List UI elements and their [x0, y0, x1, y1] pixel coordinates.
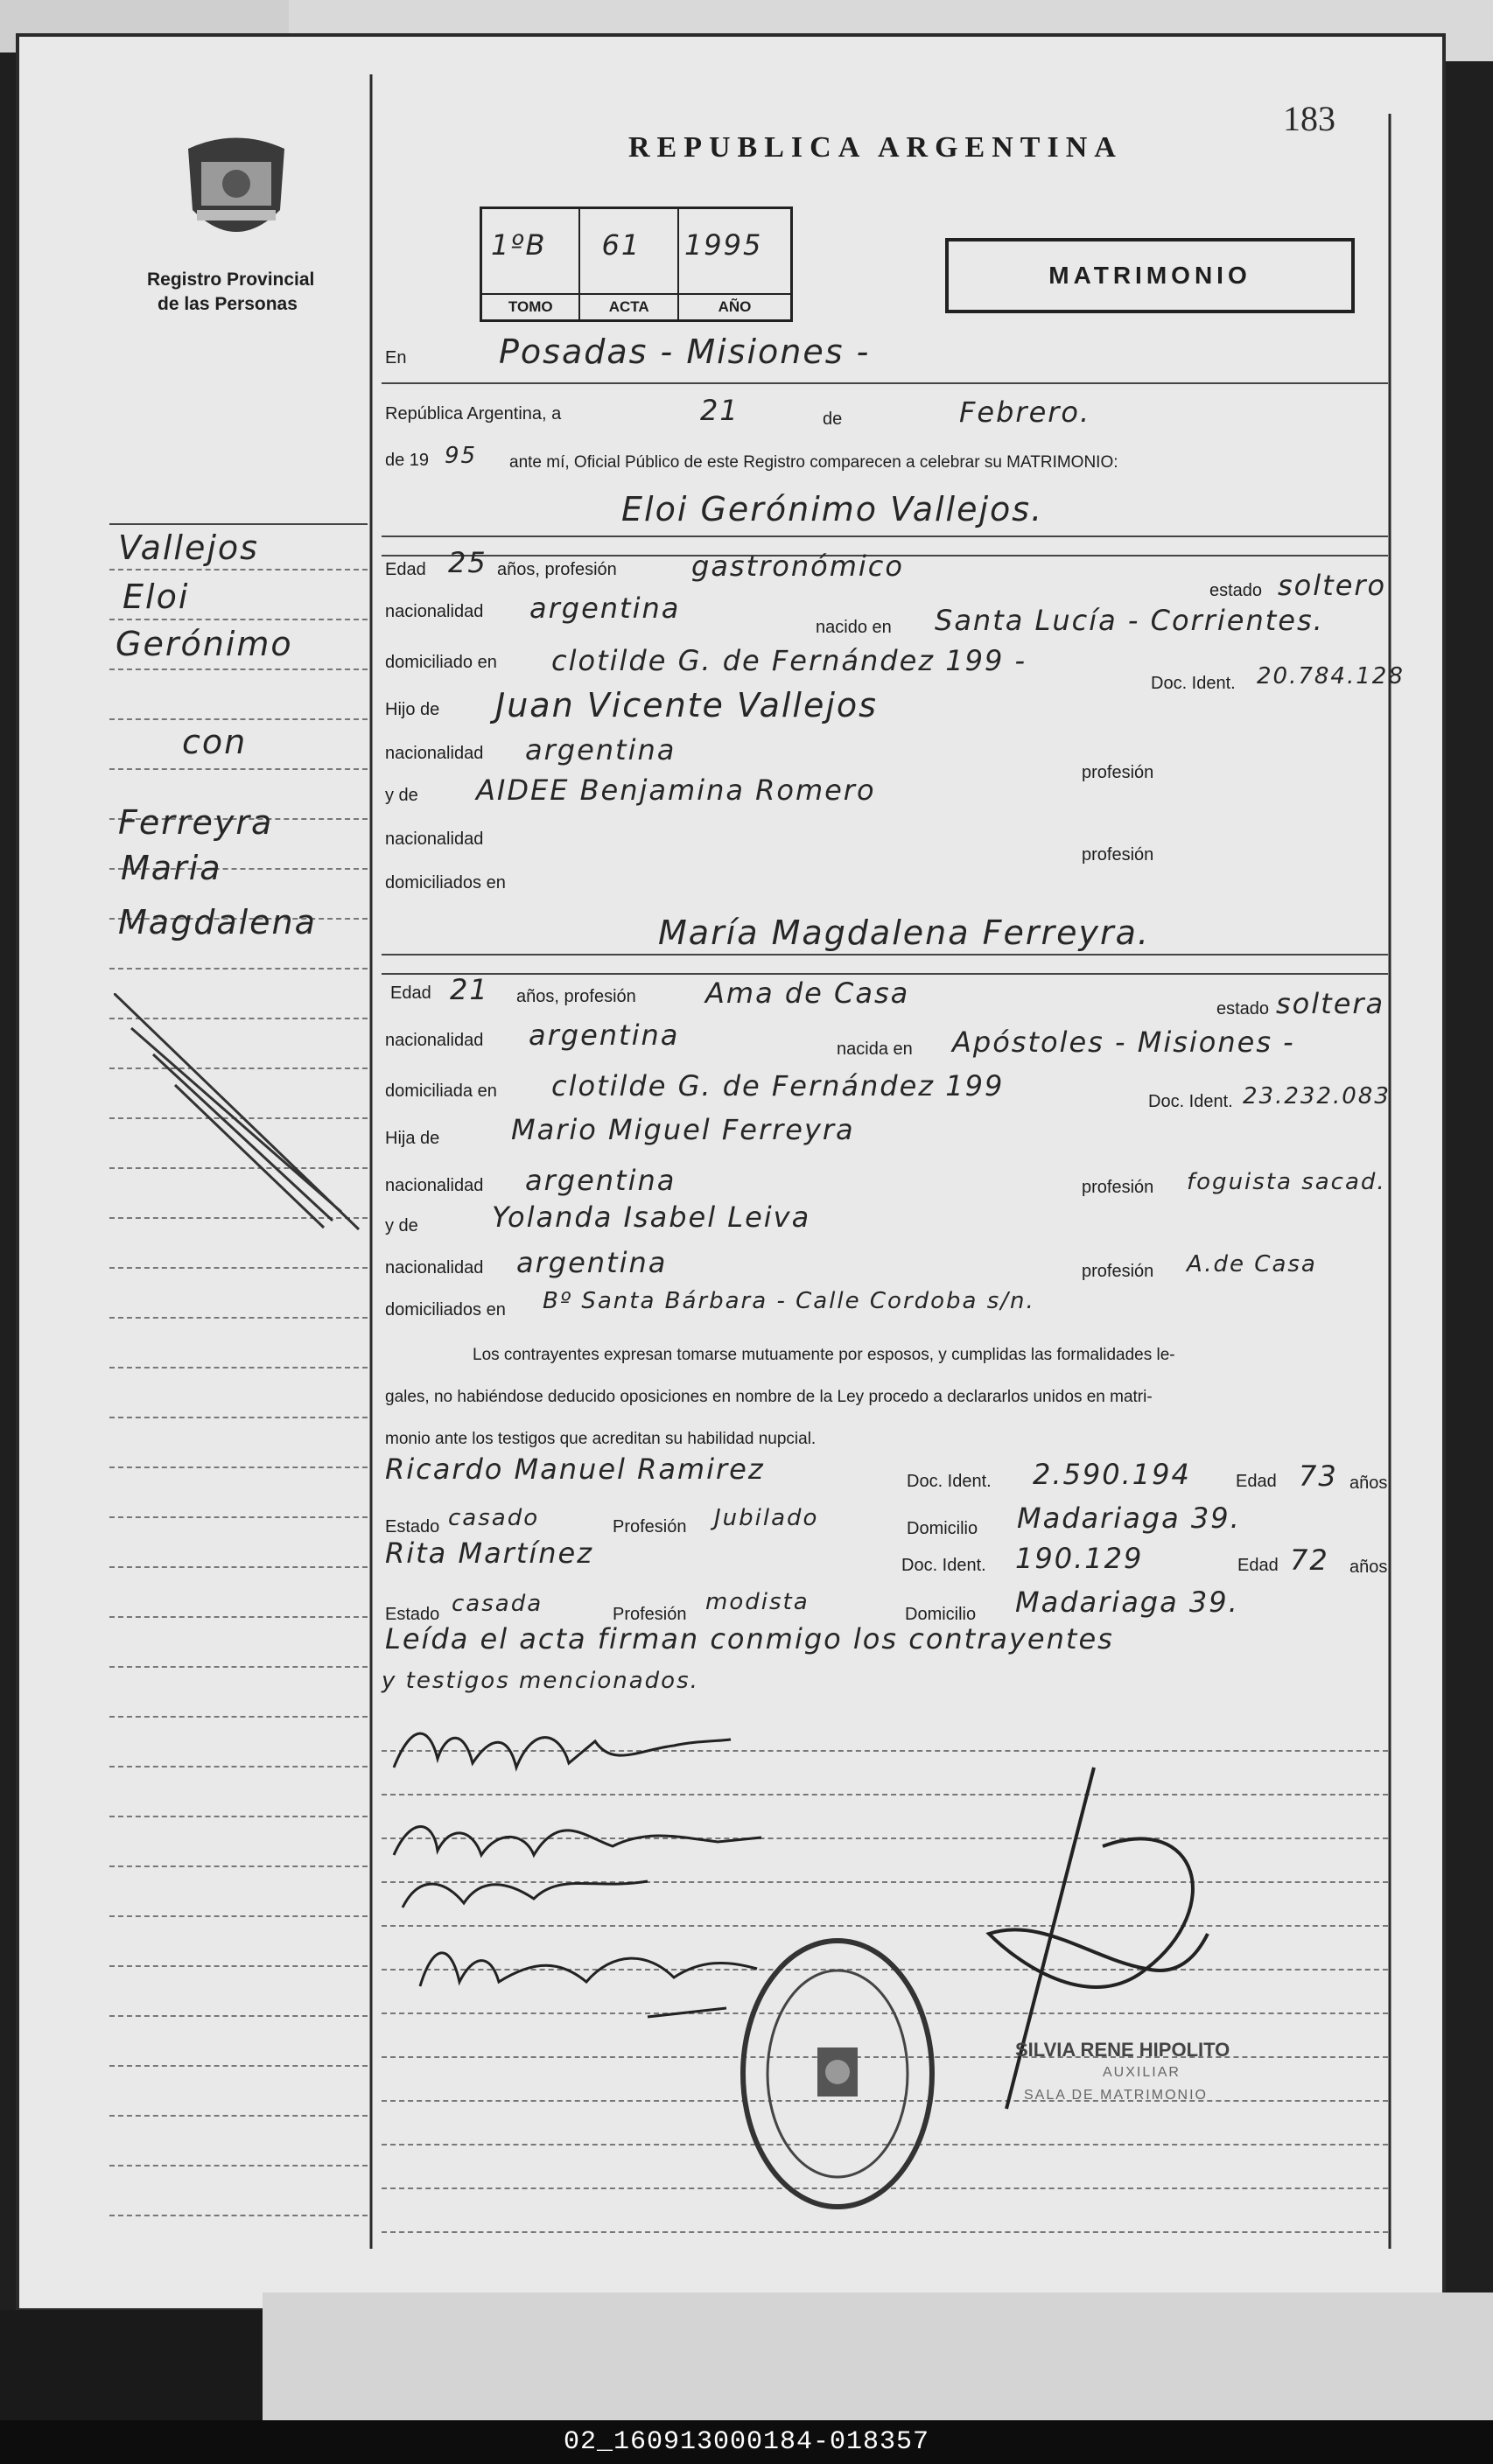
ano-label: AÑO — [679, 293, 790, 319]
bride-father-prof: foguista sacad. — [1187, 1169, 1386, 1195]
bride-profesion-label: años, profesión — [516, 987, 636, 1006]
groom-domicilio: clotilde G. de Fernández 199 - — [551, 644, 1027, 677]
witness1-doc: 2.590.194 — [1033, 1458, 1191, 1491]
witness2-name: Rita Martínez — [385, 1536, 594, 1570]
witness1-profesion: Jubilado — [714, 1505, 819, 1531]
bride-nacida-label: nacida en — [837, 1040, 913, 1059]
registry-name-line1: Registro Provincial — [147, 270, 315, 290]
groom-nacido-label: nacido en — [816, 618, 892, 637]
witness2-profesion-label: Profesión — [613, 1605, 687, 1624]
month-value: Febrero. — [959, 396, 1091, 429]
acta-value: 61 — [601, 228, 641, 262]
groom-mother-prof-label: profesión — [1082, 845, 1154, 864]
margin-surname-bride: Ferreyra — [118, 803, 274, 842]
record-type-box: MATRIMONIO — [945, 238, 1355, 313]
page-number: 183 — [1283, 99, 1335, 138]
bride-nacionalidad-label: nacionalidad — [385, 1031, 484, 1050]
bride-yde-label: y de — [385, 1216, 418, 1236]
witness2-domicilio-label: Domicilio — [905, 1605, 977, 1624]
bride-estado: soltera — [1276, 987, 1385, 1020]
bride-nacida-en: Apóstoles - Misiones - — [952, 1026, 1295, 1059]
groom-name: Eloi Gerónimo Vallejos. — [621, 490, 1044, 528]
witness2-domicilio: Madariaga 39. — [1015, 1586, 1239, 1619]
day-value: 21 — [700, 394, 739, 427]
intro-statement: ante mí, Oficial Público de este Registro comparecen a celebrar su MATRIMONIO: — [509, 453, 1118, 472]
witness2-edad: 72 — [1290, 1544, 1329, 1577]
file-id-footer: 02_160913000184-018357 — [0, 2420, 1493, 2464]
republica-label: República Argentina, a — [385, 404, 562, 424]
witness1-domicilio: Madariaga 39. — [1017, 1502, 1241, 1535]
bride-nacionalidad: argentina — [529, 1018, 680, 1052]
groom-father-prof-label: profesión — [1082, 763, 1154, 782]
groom-signature — [385, 1715, 735, 1785]
witness2-profesion: modista — [705, 1589, 810, 1615]
bride-profesion: Ama de Casa — [705, 976, 910, 1010]
tomo-label: TOMO — [482, 293, 578, 319]
de-label: de — [823, 410, 843, 429]
tomo-value: 1ºB — [491, 228, 547, 262]
groom-father-nac: argentina — [525, 733, 676, 766]
witness2-anos-label: años — [1349, 1558, 1388, 1577]
bride-parents-dom: Bº Santa Bárbara - Calle Cordoba s/n. — [543, 1288, 1035, 1314]
margin-given-name-groom-2: Gerónimo — [116, 625, 293, 663]
bride-mother-prof: A.de Casa — [1187, 1251, 1317, 1278]
witness2-estado: casada — [452, 1591, 543, 1617]
en-label: En — [385, 348, 407, 368]
margin-surname-groom: Vallejos — [118, 528, 259, 567]
groom-yde-label: y de — [385, 786, 418, 805]
year-prefix: de 19 — [385, 451, 430, 470]
groom-parents-dom-label: domiciliados en — [385, 873, 506, 892]
margin-given-name-bride-1: Maria — [121, 849, 222, 887]
bride-domicilio: clotilde G. de Fernández 199 — [551, 1069, 1005, 1102]
declaration-line3: monio ante los testigos que acreditan su habilidad nupcial. — [385, 1430, 817, 1448]
groom-edad: 25 — [448, 546, 487, 579]
margin-given-name-bride-2: Magdalena — [118, 903, 317, 942]
bride-doc: 23.232.083 — [1243, 1083, 1391, 1110]
place-value: Posadas - Misiones - — [499, 332, 871, 371]
coat-of-arms-icon — [179, 131, 293, 254]
country-title: REPUBLICA ARGENTINA — [628, 131, 1123, 164]
groom-profesion: gastronómico — [691, 550, 904, 583]
bride-father-nac: argentina — [525, 1164, 676, 1197]
bride-parents-dom-label: domiciliados en — [385, 1300, 506, 1320]
witness2-doc: 190.129 — [1015, 1542, 1144, 1575]
officer-office-stamp: SALA DE MATRIMONIO — [1024, 2088, 1208, 2103]
bride-mother-nac: argentina — [516, 1246, 668, 1279]
witness1-edad-label: Edad — [1236, 1472, 1277, 1491]
groom-edad-label: Edad — [385, 560, 426, 579]
record-id-box — [480, 206, 793, 322]
declaration-line2: gales, no habiéndose deducido oposiciones en nombre de la Ley procedo a declararlos unidos en matri- — [385, 1388, 1153, 1406]
official-seal-icon — [737, 1934, 938, 2214]
registry-name-line2: de las Personas — [158, 294, 298, 314]
groom-father-nac-label: nacionalidad — [385, 744, 484, 763]
groom-estado: soltero — [1278, 569, 1387, 602]
groom-mother-nac-label: nacionalidad — [385, 830, 484, 849]
bride-edad: 21 — [450, 973, 489, 1006]
bride-mother: Yolanda Isabel Leiva — [492, 1200, 811, 1234]
groom-nacido-en: Santa Lucía - Corrientes. — [935, 604, 1324, 637]
groom-doc-label: Doc. Ident. — [1151, 674, 1236, 693]
witness1-edad: 73 — [1299, 1460, 1338, 1493]
bride-mother-nac-label: nacionalidad — [385, 1258, 484, 1278]
witness1-anos-label: años — [1349, 1474, 1388, 1493]
witness1-estado: casado — [448, 1505, 540, 1531]
witness1-domicilio-label: Domicilio — [907, 1519, 978, 1538]
groom-father: Juan Vicente Vallejos — [495, 686, 878, 724]
year-suffix: 95 — [445, 443, 478, 469]
bride-mother-prof-label: profesión — [1082, 1262, 1154, 1281]
ano-value: 1995 — [683, 228, 763, 262]
officer-name-stamp: SILVIA RENE HIPOLITO — [1015, 2039, 1230, 2061]
margin-strike-lines — [114, 993, 368, 1238]
bride-domicilio-label: domiciliada en — [385, 1082, 497, 1101]
declaration-line1: Los contrayentes expresan tomarse mutuamente por esposos, y cumplidas las formalidades le- — [473, 1346, 1175, 1364]
groom-nacionalidad-label: nacionalidad — [385, 602, 484, 621]
margin-con: con — [182, 723, 248, 761]
margin-given-name-groom-1: Eloi — [123, 578, 190, 616]
closing-line1: Leída el acta firman conmigo los contrayentes — [385, 1622, 1114, 1656]
witness1-profesion-label: Profesión — [613, 1517, 687, 1536]
groom-nacionalidad: argentina — [529, 592, 681, 625]
bride-father-prof-label: profesión — [1082, 1178, 1154, 1197]
groom-hijo-label: Hijo de — [385, 700, 440, 719]
witness2-doc-label: Doc. Ident. — [901, 1556, 986, 1575]
bride-hija-label: Hija de — [385, 1129, 440, 1148]
witness1-estado-label: Estado — [385, 1517, 440, 1536]
groom-domicilio-label: domiciliado en — [385, 653, 497, 672]
groom-mother: AIDEE Benjamina Romero — [476, 774, 876, 807]
witness2-estado-label: Estado — [385, 1605, 440, 1624]
closing-line2: y testigos mencionados. — [382, 1668, 699, 1694]
witness1-name: Ricardo Manuel Ramirez — [385, 1452, 765, 1486]
bride-estado-label: estado — [1216, 999, 1270, 1018]
acta-label: ACTA — [580, 293, 676, 319]
bride-doc-label: Doc. Ident. — [1148, 1092, 1233, 1111]
bride-signature — [385, 1811, 788, 1925]
officer-title-stamp: AUXILIAR — [1103, 2065, 1181, 2080]
groom-doc: 20.784.128 — [1257, 663, 1405, 690]
bride-edad-label: Edad — [390, 984, 431, 1003]
witness2-edad-label: Edad — [1237, 1556, 1279, 1575]
bride-father: Mario Miguel Ferreyra — [511, 1113, 855, 1146]
bride-father-nac-label: nacionalidad — [385, 1176, 484, 1195]
bride-name: María Magdalena Ferreyra. — [658, 914, 1150, 952]
groom-profesion-label: años, profesión — [497, 560, 617, 579]
groom-estado-label: estado — [1209, 581, 1263, 600]
witness1-doc-label: Doc. Ident. — [907, 1472, 992, 1491]
